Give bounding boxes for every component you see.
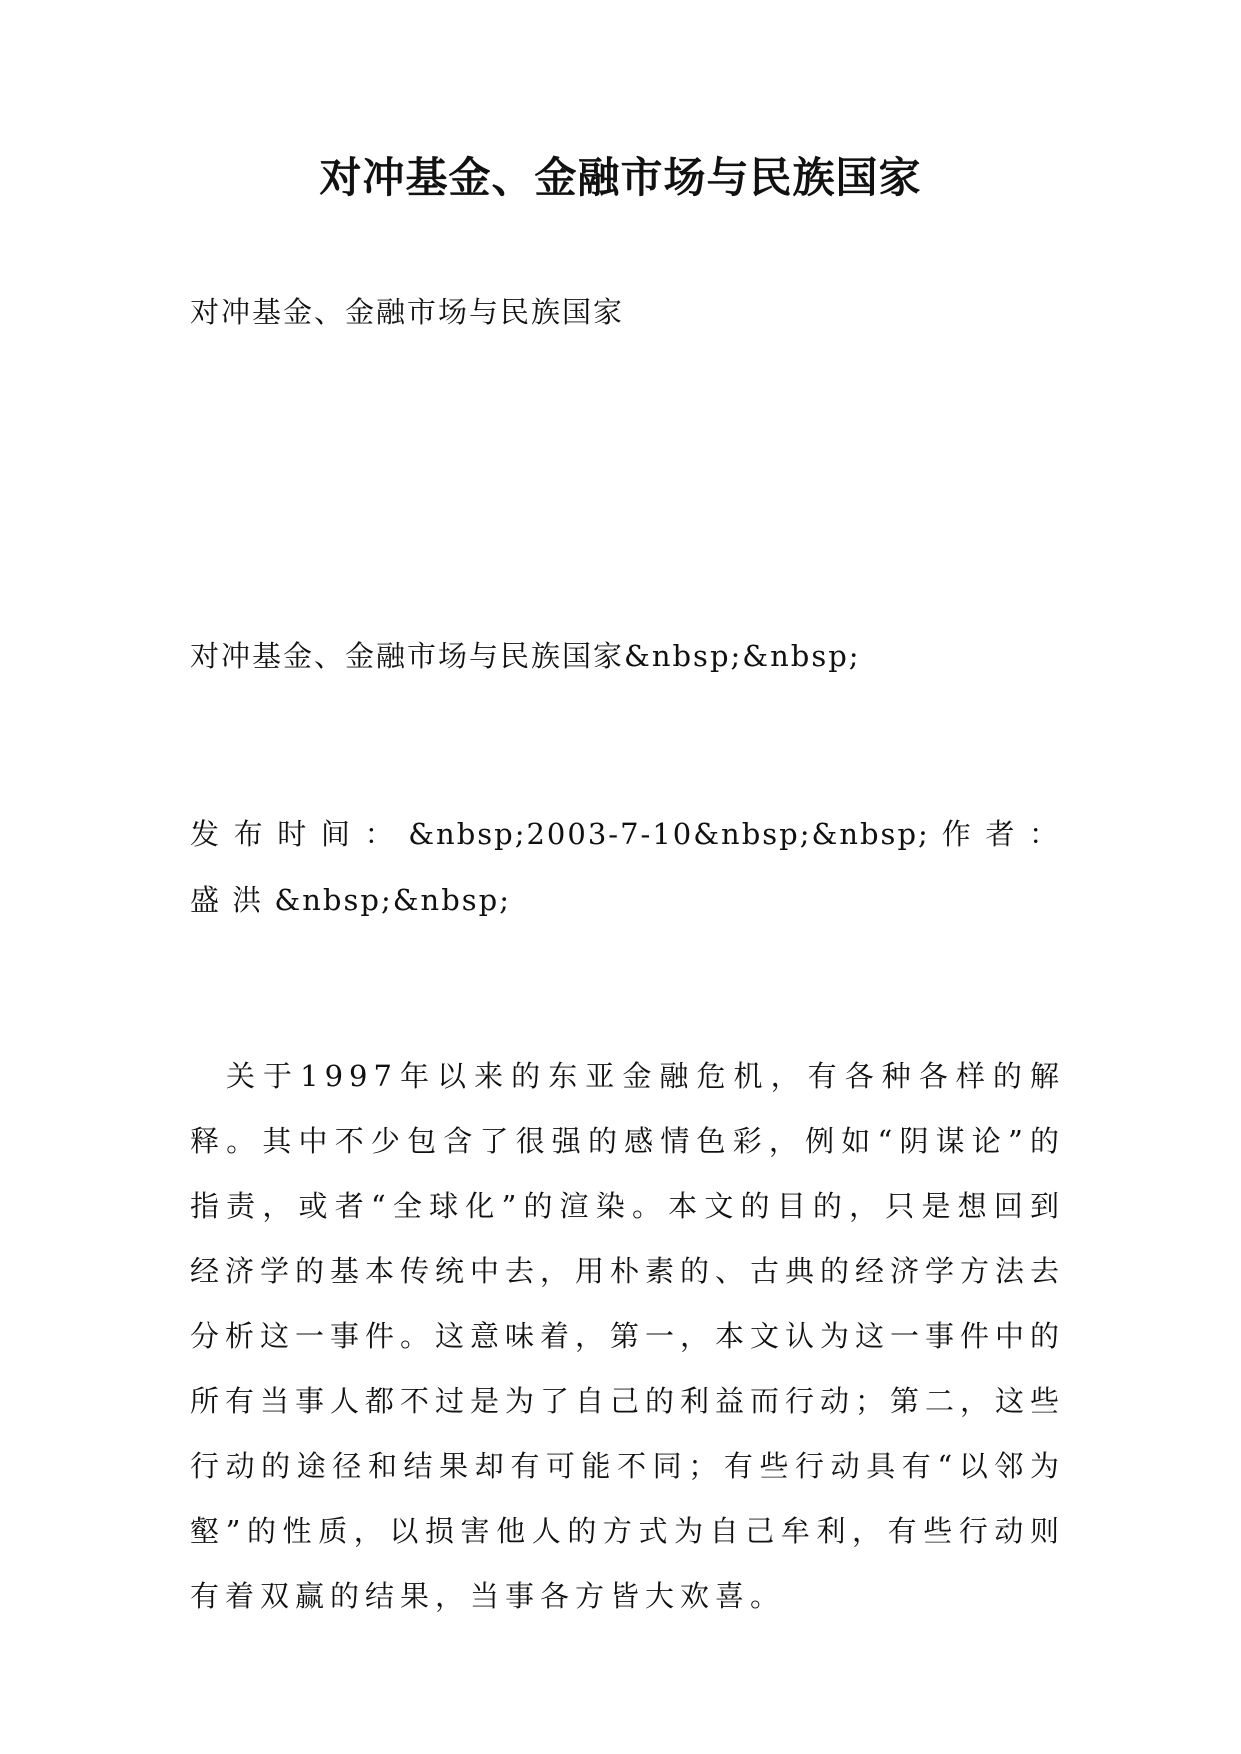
publish-meta-line <box>190 801 1060 933</box>
body-paragraph: 关于1997年以来的东亚金融危机，有各种各样的解释。其中不少包含了很强的感情色彩，例如“阴谋论”的指责，或者“全球化”的渲染。本文的目的，只是想回到经济学的基本传统中去，用朴素的、古典的经济学方法去分析这一事件。这意味着，第一，本文认为这一事件中的所有当事人都不过是为了自己的利益而行动；第二，这些行动的途径和结果却有可能不同；有些行动具有“以邻为壑”的性质，以损害他人的方式为自己牟利，有些行动则有着双赢的结果，当事各方皆大欢喜。 <box>190 1059 1066 1613</box>
publish-meta-text: 发 布 时 间 ： &nbsp;2003-7-10&nbsp;&nbsp; 作 者 ： 盛 洪 &nbsp;&nbsp; <box>190 817 1060 917</box>
document-subtitle: 对冲基金、金融市场与民族国家 <box>190 295 625 329</box>
article-header-line: 对冲基金、金融市场与民族国家&nbsp;&nbsp; <box>190 639 861 673</box>
document-title: 对冲基金、金融市场与民族国家 <box>319 153 922 202</box>
